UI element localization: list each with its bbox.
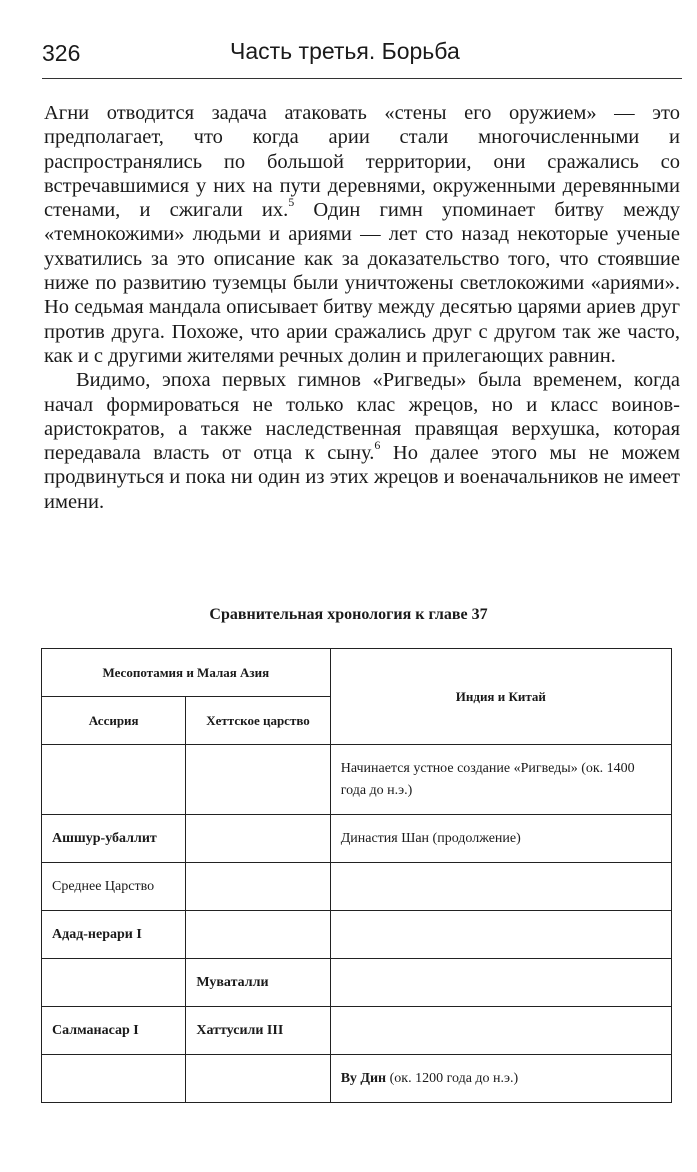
table-row <box>42 863 672 911</box>
page-number: 326 <box>42 40 81 66</box>
table-row <box>42 1055 672 1103</box>
header-hittite: Хеттское царство <box>186 697 330 745</box>
table-row <box>42 745 672 815</box>
table-row <box>42 959 672 1007</box>
paragraph-1-text-b: Один гимн упоминает битву между «темнокожими» людьми и ариями — лет сто назад некоторые ученые ухватились за это описание как за доказательство того, что стоявшие ниже по развитию туземцы были уничтожены светлокожими «ариями». Но седьмая мандала описывает битву между десятью царями ариев друг против друга. Похоже, что арии сражались друг с другом так же часто, как и с другими жителями речных долин и прилегающих равнин. <box>44 199 680 367</box>
paragraph-1 <box>44 101 680 368</box>
paragraph-2-text-b: Но далее этого мы не можем продвинуться и пока ни один из этих жрецов и военачальников не имеет имени. <box>44 442 680 513</box>
cell-india <box>330 863 671 911</box>
cell-india: Начинается устное создание «Ригведы» (ок. 1400 года до н.э.) <box>330 745 671 815</box>
running-head: Часть третья. Борьба <box>230 38 460 64</box>
cell-india <box>330 1007 671 1055</box>
cell-hittite: Хаттусили III <box>186 1007 330 1055</box>
cell-india <box>330 959 671 1007</box>
cell-india-bold: Ву Дин <box>340 1070 387 1086</box>
cell-india-rest: (ок. 1200 года до н.э.) <box>386 1070 519 1086</box>
header-india-china: Индия и Китай <box>330 649 671 745</box>
body-text <box>44 101 680 514</box>
cell-assyria: Адад-нерари I <box>42 911 186 959</box>
page-header <box>42 34 682 79</box>
cell-hittite <box>186 745 330 815</box>
cell-hittite: Муваталли <box>186 959 330 1007</box>
table-row <box>42 815 672 863</box>
header-mesopotamia: Месопотамия и Малая Азия <box>42 649 331 697</box>
cell-assyria <box>42 745 186 815</box>
cell-hittite <box>186 911 330 959</box>
paragraph-2 <box>44 368 680 514</box>
cell-india <box>330 1055 671 1103</box>
cell-assyria: Салманасар I <box>42 1007 186 1055</box>
table-row <box>42 911 672 959</box>
footnote-ref-5[interactable]: 5 <box>288 195 295 210</box>
cell-assyria: Ашшур-убаллит <box>42 815 186 863</box>
footnote-ref-6[interactable]: 6 <box>374 438 381 453</box>
chronology-table <box>41 648 672 1103</box>
paragraph-1-text-a: Агни отводится задача атаковать «стены его оружием» — это предполагает, что когда арии стали многочисленными и распространялись по большой территории, они сражались со встречавшимися у них на пути деревнями, окруженными деревянными стенами, и сжигали их. <box>44 102 680 222</box>
cell-india: Династия Шан (продолжение) <box>330 815 671 863</box>
cell-hittite <box>186 1055 330 1103</box>
cell-assyria: Среднее Царство <box>42 863 186 911</box>
cell-assyria <box>42 959 186 1007</box>
cell-hittite <box>186 815 330 863</box>
header-assyria: Ассирия <box>42 697 186 745</box>
cell-hittite <box>186 863 330 911</box>
table-row <box>42 1007 672 1055</box>
cell-assyria <box>42 1055 186 1103</box>
table-caption: Сравнительная хронология к главе 37 <box>209 606 488 623</box>
cell-india <box>330 911 671 959</box>
paragraph-2-text-a: Видимо, эпоха первых гимнов «Ригведы» была временем, когда начал формироваться не только клас жрецов, но и класс воинов-аристократов, а также наследственная правящая верхушка, которая передавала власть от отца к сыну. <box>44 369 680 465</box>
